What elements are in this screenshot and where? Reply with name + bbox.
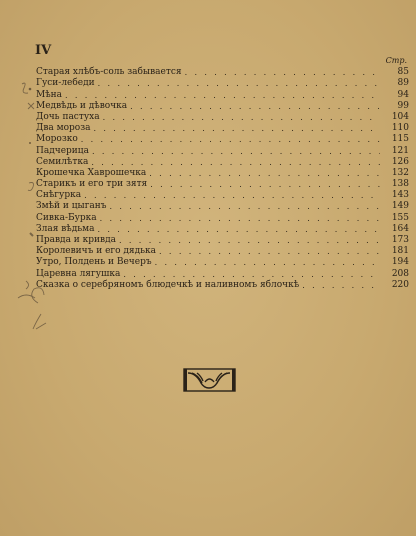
page-column-header: Стр. xyxy=(385,56,407,65)
table-of-contents xyxy=(36,67,409,291)
toc-entry-title: Крошечка Хаврошечка xyxy=(36,167,147,178)
toc-entry-title: Падчерица xyxy=(36,145,89,156)
dot-leader xyxy=(65,90,380,101)
pencil-mark xyxy=(33,314,41,329)
toc-entry xyxy=(36,134,409,145)
toc-entry xyxy=(36,190,409,201)
dot-leader xyxy=(185,67,380,78)
toc-entry-title: Мѣна xyxy=(36,89,63,100)
dot-leader xyxy=(149,168,380,179)
toc-entry xyxy=(36,112,409,123)
dot-leader xyxy=(98,224,380,235)
toc-entry-page: 104 xyxy=(391,111,409,122)
pencil-mark xyxy=(22,83,28,93)
toc-entry-title: Гуси-лебеди xyxy=(36,78,95,89)
decorative-ornament-icon xyxy=(183,368,236,392)
pencil-dot xyxy=(29,142,31,144)
toc-entry xyxy=(36,280,409,291)
pencil-mark xyxy=(30,233,33,236)
toc-entry-title: Морозко xyxy=(36,134,78,145)
pencil-mark xyxy=(36,323,46,329)
toc-entry-page: 181 xyxy=(391,246,409,257)
toc-entry xyxy=(36,224,409,235)
toc-entry-page: 143 xyxy=(391,190,409,201)
toc-entry-page: 85 xyxy=(397,67,409,78)
toc-entry-page: 99 xyxy=(397,100,409,111)
toc-entry-page: 94 xyxy=(397,89,409,100)
toc-entry-page: 110 xyxy=(391,123,409,134)
toc-entry xyxy=(36,67,409,78)
toc-entry-page: 121 xyxy=(391,145,409,156)
pencil-mark xyxy=(26,281,29,289)
toc-entry-page: 164 xyxy=(391,223,409,234)
toc-entry-title: Королевичъ и его дядька xyxy=(36,246,157,257)
dot-leader xyxy=(119,235,380,246)
toc-entry-title: Царевна лягушка xyxy=(36,268,121,279)
toc-entry xyxy=(36,123,409,134)
dot-leader xyxy=(159,246,380,257)
toc-entry xyxy=(36,89,409,100)
toc-entry-title: Старая хлѣбъ-соль забывается xyxy=(36,67,182,78)
toc-entry-title: Злая вѣдьма xyxy=(36,223,95,234)
toc-entry-title: Змѣй и цыганъ xyxy=(36,201,107,212)
dot-leader xyxy=(110,201,380,212)
pencil-mark xyxy=(28,183,34,191)
toc-entry xyxy=(36,235,409,246)
dot-leader xyxy=(155,257,380,268)
toc-entry xyxy=(36,179,409,190)
toc-entry-title: Сказка о серебряномъ блюдечкѣ и наливномъ яблочкѣ xyxy=(36,279,300,290)
dot-leader xyxy=(103,112,380,123)
dot-leader xyxy=(123,269,380,280)
dot-leader xyxy=(130,101,380,112)
toc-entry-page: 132 xyxy=(391,167,409,178)
dot-leader xyxy=(100,213,380,224)
toc-entry xyxy=(36,246,409,257)
toc-entry-page: 173 xyxy=(391,235,409,245)
toc-entry-page: 220 xyxy=(391,279,409,290)
toc-entry xyxy=(36,201,409,212)
toc-entry xyxy=(36,168,409,179)
toc-entry-title: Снѣгурка xyxy=(36,190,82,201)
toc-entry-page: 89 xyxy=(397,78,409,89)
page-number: IV xyxy=(35,43,52,58)
toc-entry xyxy=(36,157,409,168)
toc-entry-title: Медвѣдь и дѣвочка xyxy=(36,100,128,111)
toc-entry-page: 115 xyxy=(391,134,409,145)
dot-leader xyxy=(81,134,380,145)
dot-leader xyxy=(84,190,380,201)
toc-entry-page: 208 xyxy=(391,268,409,279)
toc-entry-title: Старикъ и его три зятя xyxy=(36,179,148,190)
toc-entry xyxy=(36,212,409,223)
toc-entry xyxy=(36,145,409,156)
toc-entry xyxy=(36,268,409,279)
toc-entry-page: 149 xyxy=(391,201,409,212)
toc-entry-title: Утро, Полдень и Вечеръ xyxy=(36,257,152,268)
toc-entry-title: Дочь пастуха xyxy=(36,111,100,122)
toc-entry-title: Правда и кривда xyxy=(36,235,117,245)
toc-entry-title: Два мороза xyxy=(36,123,91,134)
pencil-dot xyxy=(29,88,32,91)
toc-entry-page: 155 xyxy=(391,212,409,223)
pencil-mark xyxy=(18,295,35,298)
toc-entry-page: 194 xyxy=(391,257,409,268)
toc-entry xyxy=(36,101,409,112)
dot-leader xyxy=(91,157,380,168)
dot-leader xyxy=(150,179,380,190)
dot-leader xyxy=(92,146,380,157)
toc-entry-title: Сивка-Бурка xyxy=(36,212,97,223)
toc-entry xyxy=(36,257,409,268)
toc-entry-title: Семилѣтка xyxy=(36,156,89,167)
dot-leader xyxy=(302,280,380,291)
toc-entry-page: 138 xyxy=(391,179,409,190)
toc-entry-page: 126 xyxy=(391,156,409,167)
toc-entry xyxy=(36,78,409,89)
dot-leader xyxy=(98,78,380,89)
dot-leader xyxy=(93,123,380,134)
pencil-mark xyxy=(28,103,34,109)
